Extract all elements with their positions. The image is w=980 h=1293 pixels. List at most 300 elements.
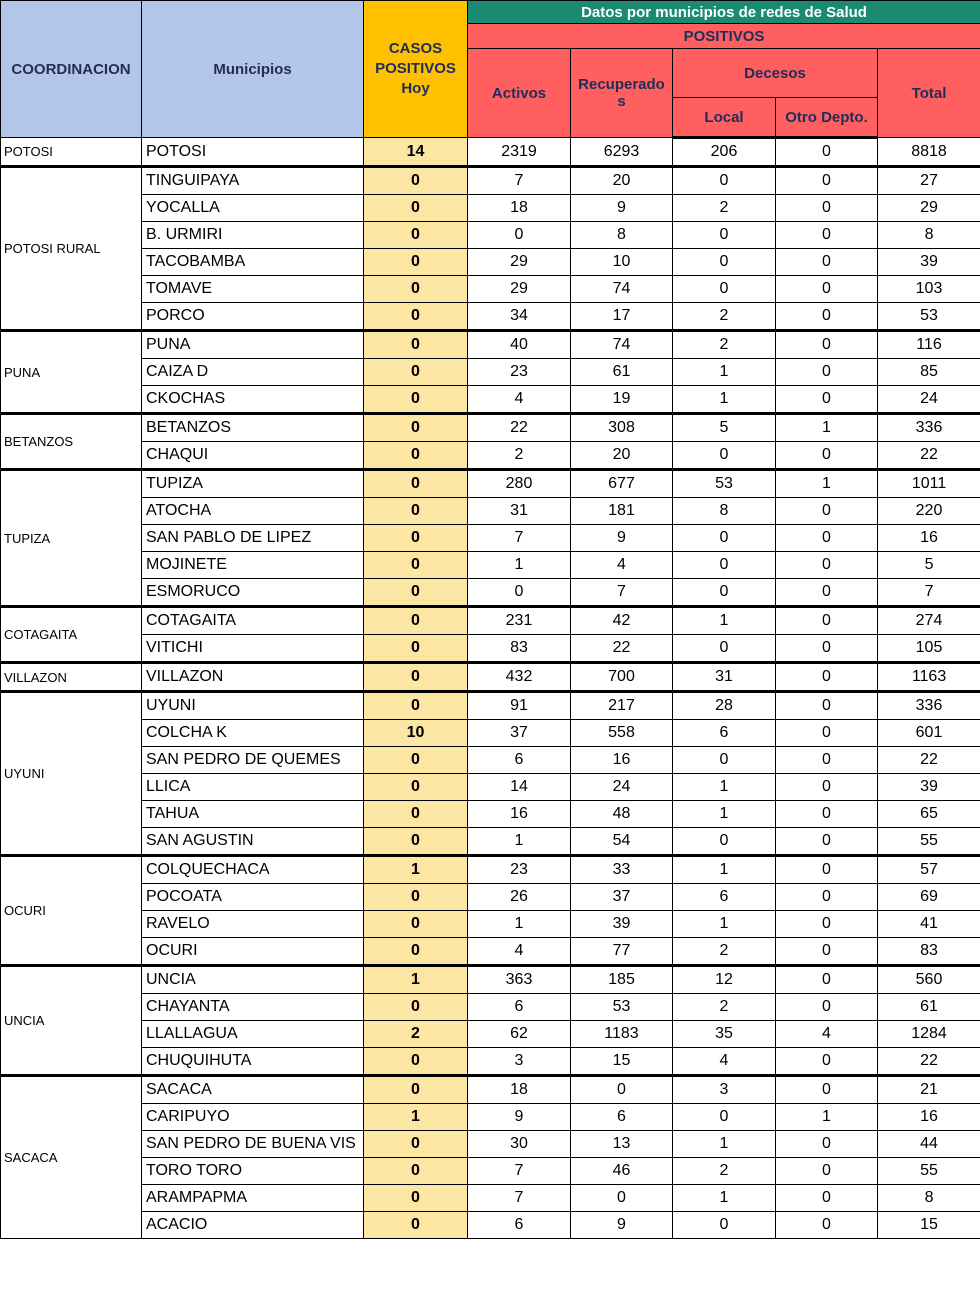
header-casos-positivos-hoy [364,1,468,138]
total-cell: 44 [878,1131,980,1158]
casos-hoy-cell: 14 [364,138,468,167]
casos-hoy-cell: 1 [364,1104,468,1131]
recuperados-cell: 20 [571,442,673,470]
total-cell: 41 [878,911,980,938]
decesos-local-cell: 28 [673,692,776,720]
municipio-cell: COLCHA K [142,720,364,747]
recuperados-cell: 48 [571,801,673,828]
activos-cell: 363 [468,966,571,994]
coordinacion-cell: OCURI [1,856,142,966]
decesos-otro-cell: 0 [776,938,878,966]
recuperados-cell: 39 [571,911,673,938]
decesos-local-cell: 3 [673,1076,776,1104]
decesos-otro-cell: 0 [776,692,878,720]
casos-hoy-cell: 0 [364,249,468,276]
municipio-cell: UNCIA [142,966,364,994]
activos-cell: 31 [468,498,571,525]
activos-cell: 4 [468,938,571,966]
decesos-local-cell: 53 [673,470,776,498]
coordinacion-cell: UYUNI [1,692,142,856]
table-row [1,801,980,828]
table-row [1,994,980,1021]
decesos-local-cell: 206 [673,138,776,167]
casos-hoy-cell: 0 [364,195,468,222]
decesos-local-cell: 0 [673,442,776,470]
total-cell: 274 [878,607,980,635]
municipio-cell: ACACIO [142,1212,364,1239]
recuperados-cell: 24 [571,774,673,801]
decesos-local-cell: 0 [673,222,776,249]
recuperados-cell: 0 [571,1076,673,1104]
total-cell: 39 [878,249,980,276]
decesos-local-cell: 8 [673,498,776,525]
total-cell: 8 [878,1185,980,1212]
activos-cell: 0 [468,579,571,607]
recuperados-cell: 8 [571,222,673,249]
total-cell: 1163 [878,663,980,692]
activos-cell: 9 [468,1104,571,1131]
activos-cell: 1 [468,911,571,938]
municipio-cell: CARIPUYO [142,1104,364,1131]
coordinacion-cell: VILLAZON [1,663,142,692]
municipio-cell: ESMORUCO [142,579,364,607]
casos-hoy-cell: 0 [364,1185,468,1212]
total-cell: 103 [878,276,980,303]
total-cell: 1011 [878,470,980,498]
activos-cell: 16 [468,801,571,828]
activos-cell: 23 [468,856,571,884]
municipio-cell: LLICA [142,774,364,801]
activos-cell: 14 [468,774,571,801]
decesos-otro-cell: 4 [776,1021,878,1048]
recuperados-cell: 13 [571,1131,673,1158]
decesos-otro-cell: 0 [776,635,878,663]
casos-hoy-cell: 0 [364,222,468,249]
decesos-otro-cell: 0 [776,607,878,635]
casos-hoy-cell: 0 [364,276,468,303]
decesos-local-cell: 2 [673,994,776,1021]
casos-hoy-cell: 0 [364,167,468,195]
table-row [1,966,980,994]
header-decesos-local: Local [673,98,776,138]
table-row [1,692,980,720]
municipio-cell: SACACA [142,1076,364,1104]
recuperados-cell: 74 [571,276,673,303]
casos-hoy-cell: 0 [364,442,468,470]
table-row [1,579,980,607]
table-row [1,1185,980,1212]
table-row [1,195,980,222]
municipio-cell: CHUQUIHUTA [142,1048,364,1076]
table-row [1,303,980,331]
decesos-otro-cell: 0 [776,774,878,801]
casos-hoy-cell: 10 [364,720,468,747]
activos-cell: 280 [468,470,571,498]
decesos-local-cell: 1 [673,359,776,386]
total-cell: 85 [878,359,980,386]
header-recuperados-line1: Recuperado [578,76,665,93]
table-row [1,414,980,442]
activos-cell: 2319 [468,138,571,167]
recuperados-cell: 77 [571,938,673,966]
decesos-otro-cell: 0 [776,331,878,359]
decesos-local-cell: 1 [673,774,776,801]
table-row [1,663,980,692]
activos-cell: 7 [468,1185,571,1212]
decesos-otro-cell: 0 [776,747,878,774]
activos-cell: 22 [468,414,571,442]
casos-hoy-cell: 0 [364,579,468,607]
coordinacion-cell: POTOSI [1,138,142,167]
decesos-otro-cell: 0 [776,386,878,414]
recuperados-cell: 9 [571,1212,673,1239]
header-positivos: POSITIVOS [468,24,980,49]
casos-hoy-cell: 0 [364,1212,468,1239]
decesos-local-cell: 0 [673,249,776,276]
decesos-otro-cell: 0 [776,303,878,331]
decesos-otro-cell: 0 [776,801,878,828]
recuperados-cell: 4 [571,552,673,579]
decesos-otro-cell: 0 [776,994,878,1021]
total-cell: 55 [878,828,980,856]
municipio-cell: SAN AGUSTIN [142,828,364,856]
decesos-otro-cell: 0 [776,579,878,607]
decesos-otro-cell: 1 [776,414,878,442]
activos-cell: 26 [468,884,571,911]
casos-hoy-cell: 0 [364,801,468,828]
total-cell: 61 [878,994,980,1021]
table-row [1,386,980,414]
total-cell: 21 [878,1076,980,1104]
decesos-local-cell: 2 [673,303,776,331]
recuperados-cell: 7 [571,579,673,607]
recuperados-cell: 677 [571,470,673,498]
recuperados-cell: 20 [571,167,673,195]
municipio-cell: COTAGAITA [142,607,364,635]
recuperados-cell: 0 [571,1185,673,1212]
activos-cell: 432 [468,663,571,692]
municipio-cell: VITICHI [142,635,364,663]
municipio-cell: TINGUIPAYA [142,167,364,195]
casos-hoy-cell: 0 [364,1131,468,1158]
casos-hoy-cell: 0 [364,331,468,359]
total-cell: 16 [878,1104,980,1131]
decesos-local-cell: 6 [673,884,776,911]
table-body [1,138,980,1239]
municipio-cell: OCURI [142,938,364,966]
table-row [1,222,980,249]
casos-hoy-cell: 0 [364,414,468,442]
header-recuperados-line2: s [617,93,626,110]
casos-hoy-cell: 0 [364,938,468,966]
decesos-otro-cell: 0 [776,828,878,856]
municipio-cell: RAVELO [142,911,364,938]
table-row [1,442,980,470]
total-cell: 15 [878,1212,980,1239]
municipio-cell: PORCO [142,303,364,331]
decesos-otro-cell: 0 [776,249,878,276]
table-row [1,1158,980,1185]
table-row [1,1048,980,1076]
total-cell: 29 [878,195,980,222]
table-row [1,1104,980,1131]
recuperados-cell: 61 [571,359,673,386]
decesos-local-cell: 0 [673,167,776,195]
activos-cell: 23 [468,359,571,386]
activos-cell: 30 [468,1131,571,1158]
table-row [1,884,980,911]
decesos-local-cell: 0 [673,579,776,607]
total-cell: 24 [878,386,980,414]
decesos-local-cell: 2 [673,1158,776,1185]
casos-hoy-cell: 0 [364,747,468,774]
decesos-local-cell: 1 [673,856,776,884]
total-cell: 336 [878,692,980,720]
decesos-otro-cell: 0 [776,195,878,222]
activos-cell: 40 [468,331,571,359]
decesos-otro-cell: 0 [776,167,878,195]
table-row [1,607,980,635]
municipio-cell: CAIZA D [142,359,364,386]
table-row [1,635,980,663]
casos-hoy-cell: 0 [364,1048,468,1076]
total-cell: 116 [878,331,980,359]
decesos-local-cell: 1 [673,386,776,414]
activos-cell: 18 [468,1076,571,1104]
casos-hoy-cell: 1 [364,966,468,994]
table-row [1,1212,980,1239]
decesos-otro-cell: 0 [776,884,878,911]
decesos-local-cell: 0 [673,525,776,552]
total-cell: 601 [878,720,980,747]
decesos-local-cell: 1 [673,1131,776,1158]
casos-hoy-cell: 0 [364,774,468,801]
total-cell: 7 [878,579,980,607]
casos-hoy-cell: 0 [364,911,468,938]
recuperados-cell: 181 [571,498,673,525]
activos-cell: 2 [468,442,571,470]
recuperados-cell: 217 [571,692,673,720]
total-cell: 5 [878,552,980,579]
decesos-otro-cell: 0 [776,1131,878,1158]
decesos-local-cell: 1 [673,911,776,938]
municipio-cell: ATOCHA [142,498,364,525]
casos-hoy-cell: 0 [364,635,468,663]
recuperados-cell: 15 [571,1048,673,1076]
decesos-local-cell: 0 [673,747,776,774]
header-casos-line1: CASOS [388,40,443,57]
casos-hoy-cell: 0 [364,386,468,414]
decesos-local-cell: 6 [673,720,776,747]
table-row [1,747,980,774]
decesos-local-cell: 31 [673,663,776,692]
decesos-local-cell: 0 [673,635,776,663]
decesos-otro-cell: 0 [776,856,878,884]
header-decesos-otro-depto: Otro Depto. [776,98,878,138]
decesos-local-cell: 0 [673,1212,776,1239]
recuperados-cell: 1183 [571,1021,673,1048]
coordinacion-cell: SACACA [1,1076,142,1239]
decesos-otro-cell: 0 [776,222,878,249]
activos-cell: 1 [468,828,571,856]
activos-cell: 62 [468,1021,571,1048]
activos-cell: 231 [468,607,571,635]
casos-hoy-cell: 0 [364,663,468,692]
casos-hoy-cell: 0 [364,692,468,720]
recuperados-cell: 185 [571,966,673,994]
activos-cell: 29 [468,276,571,303]
recuperados-cell: 308 [571,414,673,442]
decesos-otro-cell: 1 [776,470,878,498]
decesos-otro-cell: 0 [776,966,878,994]
decesos-otro-cell: 0 [776,663,878,692]
table-row [1,470,980,498]
table-row [1,138,980,167]
recuperados-cell: 9 [571,195,673,222]
decesos-local-cell: 0 [673,1104,776,1131]
municipio-cell: SAN PEDRO DE BUENA VIS [142,1131,364,1158]
municipio-cell: POCOATA [142,884,364,911]
decesos-otro-cell: 0 [776,1076,878,1104]
table-row [1,938,980,966]
municipio-cell: SAN PEDRO DE QUEMES [142,747,364,774]
table-row [1,552,980,579]
decesos-otro-cell: 0 [776,1158,878,1185]
activos-cell: 7 [468,167,571,195]
decesos-otro-cell: 0 [776,359,878,386]
coordinacion-cell: COTAGAITA [1,607,142,663]
total-cell: 336 [878,414,980,442]
table-row [1,774,980,801]
municipio-cell: TOMAVE [142,276,364,303]
total-cell: 57 [878,856,980,884]
table-row [1,1076,980,1104]
municipio-cell: SAN PABLO DE LIPEZ [142,525,364,552]
activos-cell: 7 [468,525,571,552]
header-casos-line2: POSITIVOS [375,60,456,77]
municipio-cell: YOCALLA [142,195,364,222]
decesos-otro-cell: 0 [776,138,878,167]
recuperados-cell: 46 [571,1158,673,1185]
activos-cell: 0 [468,222,571,249]
decesos-local-cell: 4 [673,1048,776,1076]
activos-cell: 34 [468,303,571,331]
recuperados-cell: 42 [571,607,673,635]
header-municipios: Municipios [142,1,364,138]
municipio-cell: B. URMIRI [142,222,364,249]
activos-cell: 18 [468,195,571,222]
table-row [1,1021,980,1048]
casos-hoy-cell: 0 [364,1076,468,1104]
recuperados-cell: 700 [571,663,673,692]
municipio-cell: POTOSI [142,138,364,167]
table-row [1,359,980,386]
table-row [1,167,980,195]
coordinacion-cell: PUNA [1,331,142,414]
municipio-cell: CHAYANTA [142,994,364,1021]
decesos-otro-cell: 1 [776,1104,878,1131]
recuperados-cell: 74 [571,331,673,359]
municipio-cell: BETANZOS [142,414,364,442]
decesos-local-cell: 0 [673,552,776,579]
decesos-local-cell: 1 [673,801,776,828]
activos-cell: 83 [468,635,571,663]
decesos-local-cell: 0 [673,276,776,303]
table-row [1,276,980,303]
municipio-cell: TAHUA [142,801,364,828]
decesos-local-cell: 5 [673,414,776,442]
recuperados-cell: 37 [571,884,673,911]
municipio-cell: TORO TORO [142,1158,364,1185]
recuperados-cell: 10 [571,249,673,276]
decesos-local-cell: 2 [673,938,776,966]
casos-hoy-cell: 1 [364,856,468,884]
recuperados-cell: 33 [571,856,673,884]
total-cell: 69 [878,884,980,911]
table-row [1,331,980,359]
decesos-otro-cell: 0 [776,276,878,303]
activos-cell: 3 [468,1048,571,1076]
recuperados-cell: 6293 [571,138,673,167]
municipio-cell: ARAMPAPMA [142,1185,364,1212]
header-total: Total [878,49,980,138]
total-cell: 22 [878,442,980,470]
total-cell: 16 [878,525,980,552]
total-cell: 22 [878,747,980,774]
table-row [1,828,980,856]
recuperados-cell: 53 [571,994,673,1021]
table-row [1,525,980,552]
decesos-local-cell: 2 [673,195,776,222]
recuperados-cell: 17 [571,303,673,331]
decesos-local-cell: 0 [673,828,776,856]
activos-cell: 6 [468,1212,571,1239]
casos-hoy-cell: 0 [364,303,468,331]
total-cell: 220 [878,498,980,525]
activos-cell: 7 [468,1158,571,1185]
recuperados-cell: 22 [571,635,673,663]
total-cell: 83 [878,938,980,966]
header-decesos: Decesos [673,49,878,98]
recuperados-cell: 6 [571,1104,673,1131]
municipio-cell: VILLAZON [142,663,364,692]
activos-cell: 91 [468,692,571,720]
total-cell: 27 [878,167,980,195]
total-cell: 55 [878,1158,980,1185]
decesos-local-cell: 1 [673,607,776,635]
decesos-otro-cell: 0 [776,1048,878,1076]
coordinacion-cell: POTOSI RURAL [1,167,142,331]
table-row [1,720,980,747]
coordinacion-cell: UNCIA [1,966,142,1076]
activos-cell: 6 [468,994,571,1021]
decesos-otro-cell: 0 [776,911,878,938]
total-cell: 1284 [878,1021,980,1048]
decesos-otro-cell: 0 [776,525,878,552]
header-coordinacion: COORDINACION [1,1,142,138]
decesos-local-cell: 12 [673,966,776,994]
total-cell: 22 [878,1048,980,1076]
total-cell: 65 [878,801,980,828]
decesos-otro-cell: 0 [776,720,878,747]
municipio-cell: PUNA [142,331,364,359]
municipio-cell: MOJINETE [142,552,364,579]
casos-hoy-cell: 0 [364,828,468,856]
casos-hoy-cell: 0 [364,525,468,552]
municipio-cell: UYUNI [142,692,364,720]
decesos-otro-cell: 0 [776,552,878,579]
activos-cell: 29 [468,249,571,276]
